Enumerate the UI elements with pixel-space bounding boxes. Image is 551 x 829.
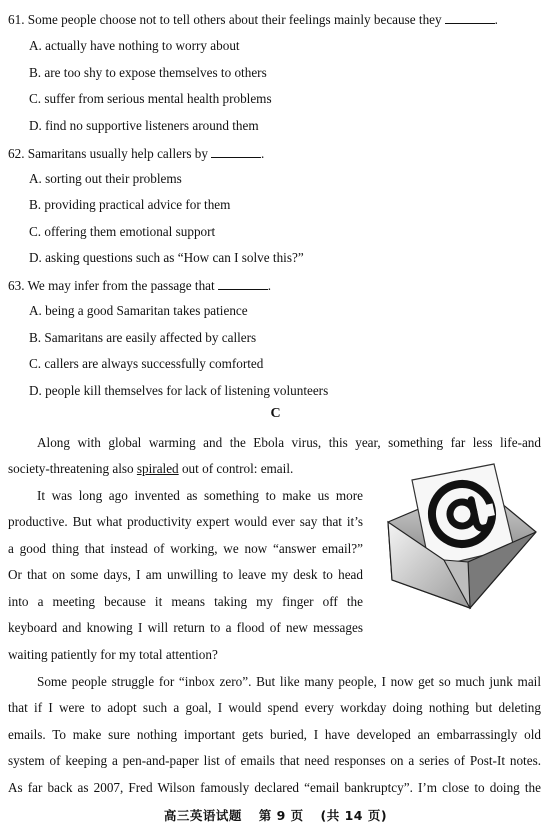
- passage-line: a good thing that instead of working, we now “answer email?”: [8, 541, 363, 556]
- passage-line: system of keeping a pen-and-paper list of emails that need responses on a series of Post-It notes.: [8, 753, 541, 768]
- question-63-stem: [8, 277, 271, 294]
- option-61-b: B. are too shy to expose themselves to others: [29, 65, 267, 80]
- passage-line: into a meeting because it means taking my finger off the: [8, 594, 363, 609]
- option-62-c: C. offering them emotional support: [29, 224, 216, 239]
- passage-line: that if I were to adopt such a goal, I would spend every workday doing nothing but deleting: [8, 700, 541, 715]
- envelope-icon: [382, 462, 540, 612]
- page-footer: [0, 806, 551, 824]
- punct: .: [267, 278, 271, 293]
- passage-line: Along with global warming and the Ebola virus, this year, something far less life-and: [37, 435, 541, 450]
- question-text: 63. We may infer from the passage that: [8, 278, 215, 293]
- passage-text: society-threatening also: [8, 461, 137, 476]
- punct: .: [260, 146, 265, 161]
- option-63-c: C. callers are always successfully comforted: [29, 356, 264, 371]
- passage-line: productive. But what productivity expert would ever say that it’s: [8, 514, 363, 529]
- passage-line: It was long ago invented as something to make us more: [37, 488, 363, 503]
- passage-line: [8, 461, 293, 477]
- page-total: (共 14 页): [320, 808, 388, 823]
- passage-text: out of control: email.: [178, 461, 294, 476]
- answer-blank: [445, 11, 495, 24]
- answer-blank: [218, 277, 268, 290]
- question-61-stem: [8, 11, 498, 28]
- passage-line: emails. To make sure nothing important gets buried, I have developed an embarrassingly old: [8, 727, 541, 742]
- option-61-a: A. actually have nothing to worry about: [29, 38, 240, 53]
- underlined-word: spiraled: [136, 461, 179, 476]
- punct: .: [494, 12, 498, 27]
- option-63-b: B. Samaritans are easily affected by callers: [29, 330, 257, 345]
- answer-blank: [211, 145, 261, 158]
- option-61-c: C. suffer from serious mental health problems: [29, 91, 272, 106]
- option-62-a: A. sorting out their problems: [29, 171, 182, 186]
- email-envelope-illustration: [382, 462, 540, 612]
- passage-line: waiting patiently for my total attention?: [8, 647, 218, 662]
- passage-line: keyboard and knowing I will return to a flood of new messages: [8, 620, 363, 635]
- question-text: 61. Some people choose not to tell others about their feelings mainly because they: [8, 12, 442, 27]
- passage-line: As far back as 2007, Fred Wilson famously declared “email bankruptcy”. I’m close to doing the: [8, 780, 541, 795]
- section-heading: C: [270, 406, 281, 421]
- passage-line: Or that on some days, I am unwilling to leave my desk to head: [8, 567, 363, 582]
- option-63-d: D. people kill themselves for lack of listening volunteers: [29, 383, 329, 398]
- option-61-d: D. find no supportive listeners around them: [29, 118, 259, 133]
- exam-title: 高三英语试题: [163, 808, 242, 823]
- question-62-stem: [8, 145, 264, 162]
- option-62-d: D. asking questions such as “How can I solve this?”: [29, 250, 304, 265]
- page-number: 第 9 页: [258, 808, 304, 823]
- passage-line: Some people struggle for “inbox zero”. But like many people, I now get so much junk mail: [37, 674, 541, 689]
- question-text: 62. Samaritans usually help callers by: [8, 146, 208, 161]
- option-63-a: A. being a good Samaritan takes patience: [29, 303, 248, 318]
- option-62-b: B. providing practical advice for them: [29, 197, 231, 212]
